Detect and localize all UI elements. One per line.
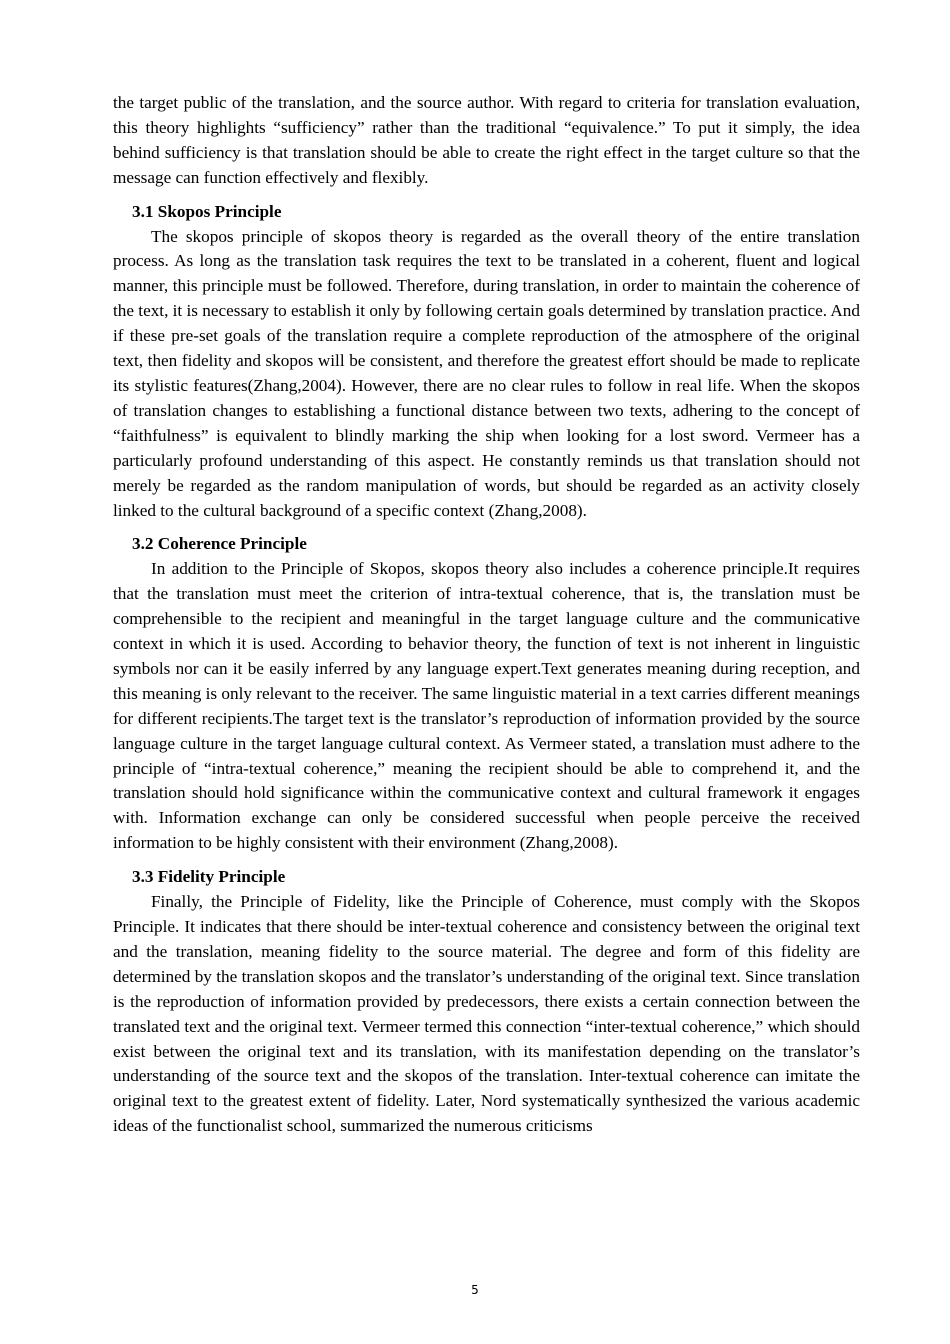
section-paragraph: The skopos principle of skopos theory is regarded as the overall theory of the entire translation process. As long as the translation task requires the text to be translated in a coherent, fluent and logical manner, this principle must be followed. Therefore, during translation, in order to maintain the coherence of the text, it is necessary to establish it only by following certain goals determined by translation practice. And if these pre-set goals of the translation require a complete reproduction of the atmosphere of the original text, then fidelity and skopos will be consistent, and therefore the greatest effort should be made to replicate its stylistic features(Zhang,2004). However, there are no clear rules to follow in real life. When the skopos of translation changes to establishing a functional distance between two texts, adhering to the concept of “faithfulness” is equivalent to blindly marking the ship when looking for a lost sword. Vermeer has a particularly profound understanding of this aspect. He constantly reminds us that translation should not merely be regarded as the random manipulation of words, but should be regarded as an activity closely linked to the cultural background of a specific context (Zhang,2008). <box>113 226 860 520</box>
section-fidelity-principle <box>113 865 860 1139</box>
section-heading: 3.1 Skopos Principle <box>132 201 282 221</box>
section-heading: 3.3 Fidelity Principle <box>132 867 286 887</box>
section-coherence-principle <box>113 532 860 856</box>
section-skopos-principle <box>113 200 860 524</box>
intro-paragraph: the target public of the translation, and the source author. With regard to criteria for translation evaluation, this theory highlights “sufficiency” rather than the traditional “equivalence.” To put it simply, the idea behind sufficiency is that translation should be able to create the right effect in the target culture so that the message can function effectively and flexibly. <box>113 93 860 187</box>
section-heading: 3.2 Coherence Principle <box>132 534 307 554</box>
section-paragraph: Finally, the Principle of Fidelity, like the Principle of Coherence, must comply with the Skopos Principle. It indicates that there should be inter-textual coherence and consistency between the original text and the translation, meaning fidelity to the source material. The degree and form of this fidelity are determined by the translation skopos and the translator’s understanding of the original text. Since translation is the reproduction of information provided by predecessors, there exists a certain connection between the translated text and the original text. Vermeer termed this connection “inter-textual coherence,” which should exist between the original text and its translation, with its manifestation depending on the translator’s understanding of the source text and the skopos of the translation. Inter-textual coherence can imitate the original text to the greatest extent of fidelity. Later, Nord systematically synthesized the various academic ideas of the functionalist school, summarized the numerous criticisms <box>113 892 860 1136</box>
page-number: 5 <box>471 1283 479 1297</box>
section-paragraph: In addition to the Principle of Skopos, skopos theory also includes a coherence principle.It requires that the translation must meet the criterion of intra-textual coherence, that is, the translation must be comprehensible to the recipient and meaningful in the target language culture and the communicative context in which it is used. According to behavior theory, the function of text is not inherent in linguistic symbols nor can it be easily inferred by any language expert.Text generates meaning during reception, and this meaning is only relevant to the receiver. The same linguistic material in a text carries different meanings for different recipients.The target text is the translator’s reproduction of information provided by the source language culture in the target language cultural context. As Vermeer stated, a translation must adhere to the principle of “intra-textual coherence,” meaning the recipient should be able to comprehend it, and the translation should hold significance within the communicative context and cultural framework it engages with. Information exchange can only be considered successful when people perceive the received information to be highly consistent with their environment (Zhang,2008). <box>113 559 860 853</box>
document-page <box>113 91 860 1139</box>
